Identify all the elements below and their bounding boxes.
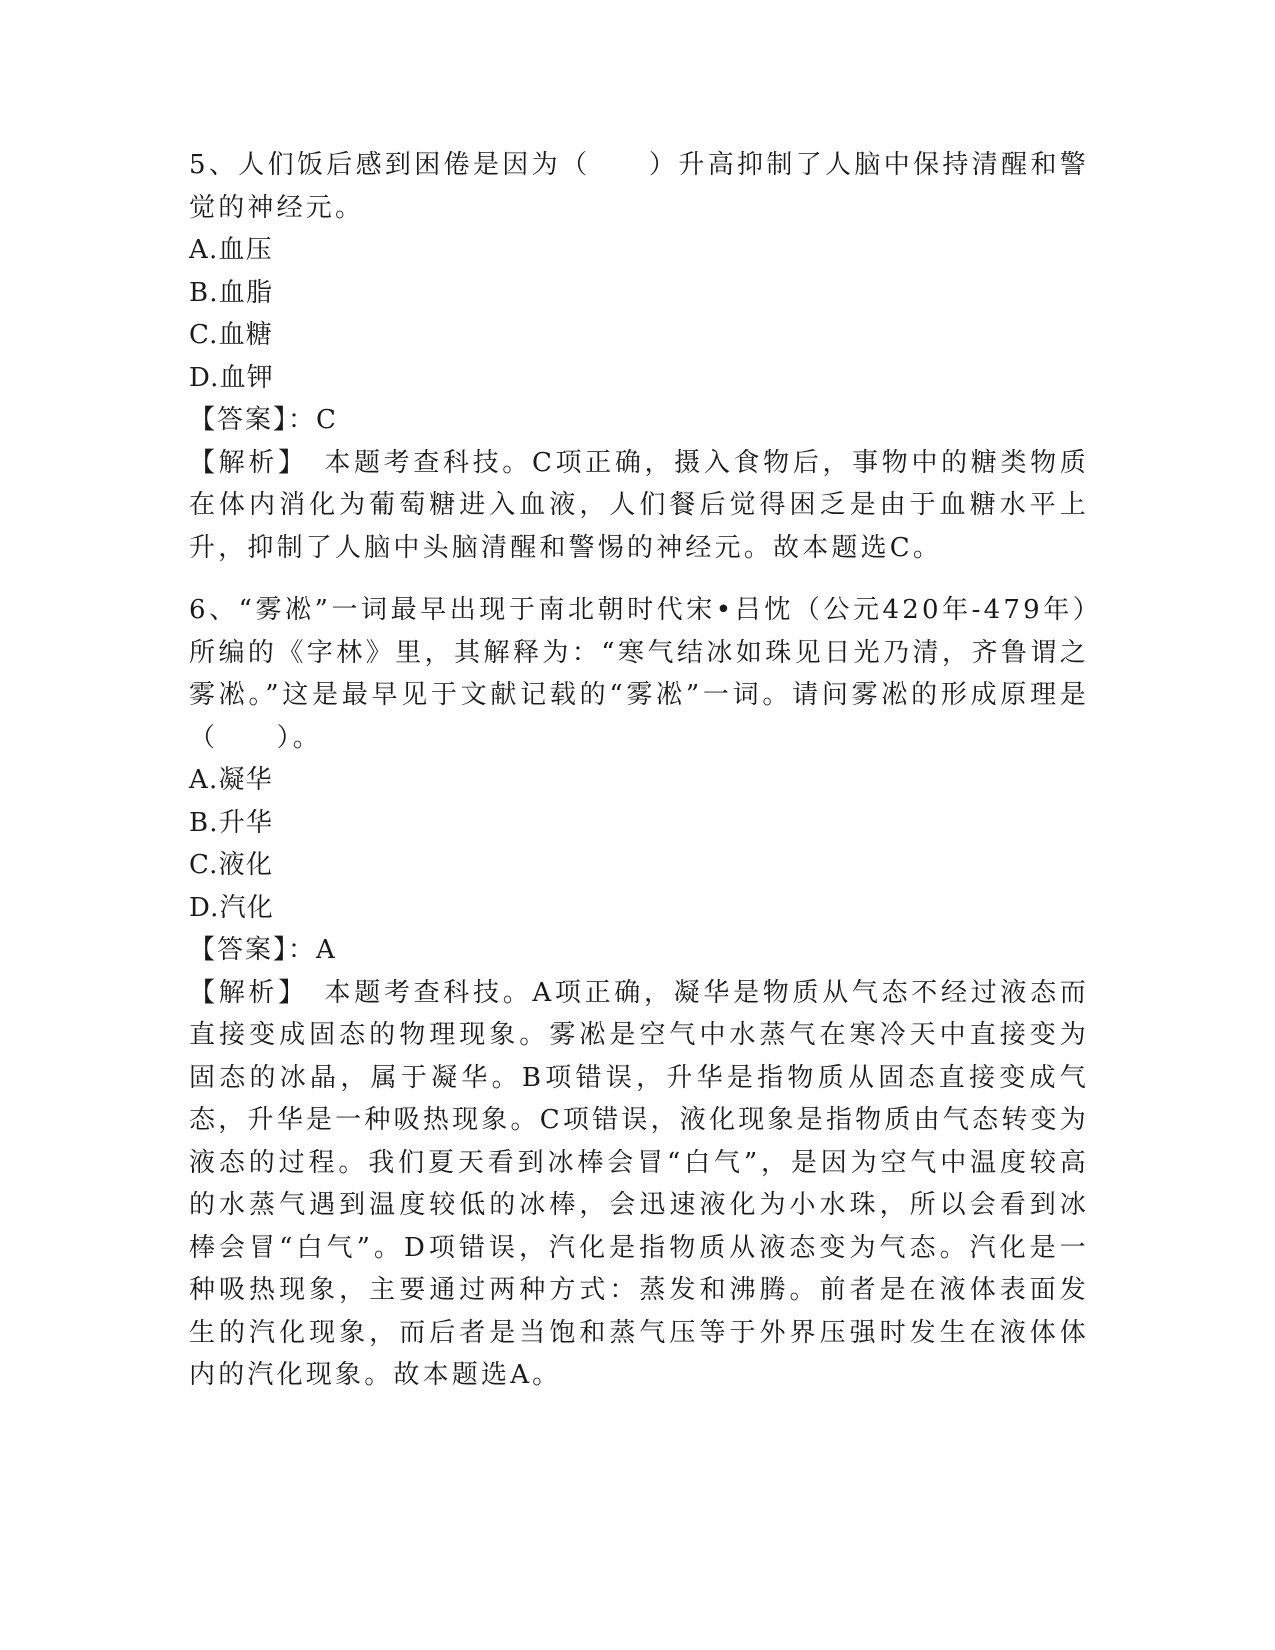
question-6 xyxy=(189,589,1089,1397)
question-spacer xyxy=(189,569,1089,589)
answer-line: 【答案】：C xyxy=(189,405,338,435)
question-stem: 6、“雾凇”一词最早出现于南北朝时代宋•吕忱（公元420年-479年）所编的《字林》里，其解释为：“寒气结冰如珠见日光乃清，齐鲁谓之雾凇。”这是最早见于文献记载的“雾凇”一词。请问雾凇的形成原理是（ ）。 xyxy=(189,595,1089,753)
option-c: C.液化 xyxy=(189,850,274,880)
option-c: C.血糖 xyxy=(189,320,274,350)
option-d: D.血钾 xyxy=(189,362,274,393)
option-a: A.凝华 xyxy=(189,765,273,795)
analysis-paragraph: 【解析】 本题考查科技。C项正确，摄入食物后，事物中的糖类物质在体内消化为葡萄糖进入血液，人们餐后觉得困乏是由于血糖水平上升，抑制了人脑中头脑清醒和警惕的神经元。故本题选C。 xyxy=(189,447,1089,563)
question-5 xyxy=(189,144,1089,569)
option-a: A.血压 xyxy=(189,235,273,265)
analysis-paragraph: 【解析】 本题考查科技。A项正确，凝华是物质从气态不经过液态而直接变成固态的物理现象。雾凇是空气中水蒸气在寒冷天中直接变为固态的冰晶，属于凝华。B项错误，升华是指物质从固态直接变成气态，升华是一种吸热现象。C项错误，液化现象是指物质由气态转变为液态的过程。我们夏天看到冰棒会冒“白气”，是因为空气中温度较高的水蒸气遇到温度较低的冰棒，会迅速液化为小水珠，所以会看到冰棒会冒“白气”。D项错误，汽化是指物质从液态变为气态。汽化是一种吸热现象，主要通过两种方式：蒸发和沸腾。前者是在液体表面发生的汽化现象，而后者是当饱和蒸气压等于外界压强时发生在液体体内的汽化现象。故本题选A。 xyxy=(189,977,1089,1390)
option-d: D.汽化 xyxy=(189,892,274,923)
question-stem: 5、人们饭后感到困倦是因为（ ）升高抑制了人脑中保持清醒和警觉的神经元。 xyxy=(189,150,1089,223)
option-b: B.升华 xyxy=(189,807,274,838)
document-page xyxy=(189,144,1089,1397)
answer-line: 【答案】：A xyxy=(189,935,337,965)
option-b: B.血脂 xyxy=(189,277,274,308)
